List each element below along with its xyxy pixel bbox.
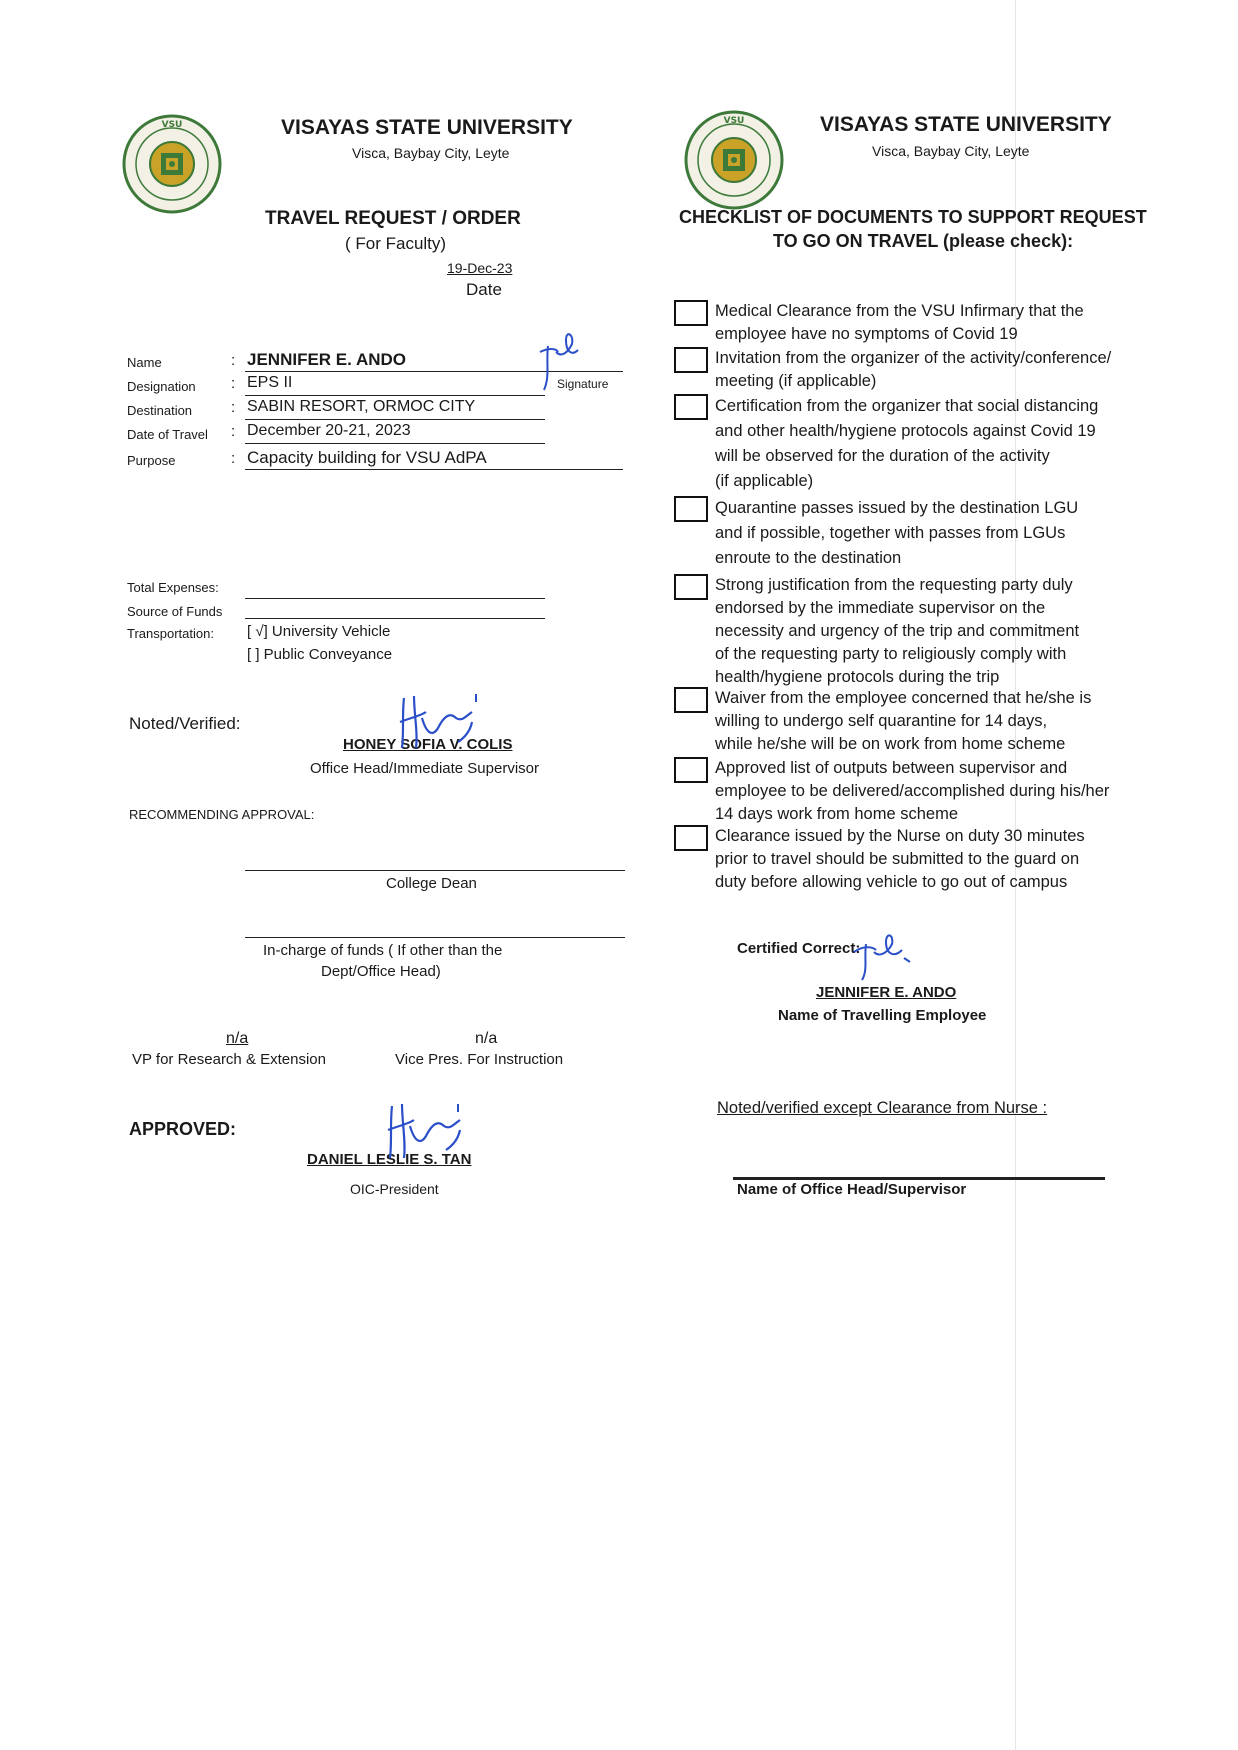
- college-dean-label: College Dean: [386, 875, 477, 892]
- certified-position: Name of Travelling Employee: [778, 1007, 987, 1024]
- funds-signature-line: [245, 937, 625, 938]
- checklist-item-2: Invitation from the organizer of the activity/conference/ meeting (if applicable): [715, 349, 1112, 390]
- transport-public-conveyance: [ ] Public Conveyance: [247, 646, 393, 663]
- vp-research-value: n/a: [226, 1030, 249, 1047]
- right-university-address: Visca, Baybay City, Leyte: [872, 143, 1030, 159]
- checklist-checkbox-6[interactable]: [674, 687, 708, 713]
- funds-label-1: In-charge of funds ( If other than the: [263, 942, 503, 959]
- date-of-travel-underline: [245, 443, 545, 444]
- checklist-item-3: Certification from the organizer that social distancing and other health/hygiene protocols against Covid 19 will be observed for the duration of the activity (if applicable): [715, 397, 1099, 490]
- svg-text:VSU: VSU: [161, 120, 183, 130]
- signature-label: Signature: [557, 377, 609, 391]
- svg-text:VSU: VSU: [723, 116, 745, 126]
- date-of-travel-value: December 20-21, 2023: [247, 422, 411, 439]
- checklist-item-4: Quarantine passes issued by the destination LGU and if possible, together with passes from LGUs enroute to the destination: [715, 499, 1079, 567]
- designation-label: Designation: [127, 379, 196, 394]
- name-colon: :: [231, 352, 236, 369]
- form-title: TRAVEL REQUEST / ORDER: [265, 208, 521, 229]
- destination-underline: [245, 419, 545, 420]
- vp-instruction-label: Vice Pres. For Instruction: [395, 1051, 564, 1068]
- left-university-address: Visca, Baybay City, Leyte: [352, 145, 510, 161]
- noted-except-clearance: Noted/verified except Clearance from Nurse :: [717, 1099, 1048, 1117]
- right-university-name: VISAYAS STATE UNIVERSITY: [820, 113, 1112, 136]
- office-head-label: Name of Office Head/Supervisor: [737, 1181, 967, 1198]
- purpose-label: Purpose: [127, 453, 176, 468]
- noted-verified-label: Noted/Verified:: [129, 714, 241, 733]
- approver-name: DANIEL LESLIE S. TAN: [307, 1151, 472, 1168]
- approver-position: OIC-President: [350, 1181, 439, 1197]
- certified-correct-label: Certified Correct:: [737, 940, 861, 957]
- total-expenses-line: [245, 598, 545, 599]
- dean-signature-line: [245, 870, 625, 871]
- certified-signature-icon: [848, 928, 918, 984]
- checklist-title-line-2: TO GO ON TRAVEL (please check):: [773, 231, 1074, 251]
- designation-underline: [245, 395, 545, 396]
- checklist-checkbox-7[interactable]: [674, 757, 708, 783]
- purpose-underline: [245, 469, 623, 470]
- source-of-funds-label: Source of Funds: [127, 604, 223, 619]
- designation-value: EPS II: [247, 374, 293, 391]
- destination-value: SABIN RESORT, ORMOC CITY: [247, 398, 476, 415]
- approver-signature-icon: [380, 1100, 470, 1162]
- checklist-checkbox-1[interactable]: [674, 300, 708, 326]
- noted-position: Office Head/Immediate Supervisor: [310, 760, 539, 777]
- checklist-checkbox-2[interactable]: [674, 347, 708, 373]
- checklist-checkbox-5[interactable]: [674, 574, 708, 600]
- name-label: Name: [127, 355, 162, 370]
- checklist-checkbox-4[interactable]: [674, 496, 708, 522]
- checklist-item-7: Approved list of outputs between supervisor and employee to be delivered/accomplished during his/her 14 days work from home scheme: [715, 759, 1110, 823]
- approved-label: APPROVED:: [129, 1119, 237, 1139]
- university-seal-icon: [122, 114, 222, 214]
- purpose-value: Capacity building for VSU AdPA: [247, 448, 487, 467]
- vp-instruction-value: n/a: [475, 1030, 498, 1047]
- supervisor-signature-icon: [392, 692, 482, 752]
- transportation-label: Transportation:: [127, 626, 214, 641]
- transport-university-vehicle: [ √] University Vehicle: [247, 623, 391, 640]
- vp-research-label: VP for Research & Extension: [132, 1051, 326, 1068]
- checklist-item-1: Medical Clearance from the VSU Infirmary that the employee have no symptoms of Covid 19: [715, 302, 1084, 343]
- office-head-signature-line: [733, 1177, 1105, 1180]
- funds-label-2: Dept/Office Head): [321, 963, 441, 980]
- checklist-item-5: Strong justification from the requesting party duly endorsed by the immediate supervisor on the necessity and urgency of the trip and commitment of the requesting party to religiously comply with health/hygiene protocols during the trip: [715, 576, 1080, 686]
- employee-signature-icon: [528, 322, 588, 394]
- request-date-value: 19-Dec-23: [447, 260, 513, 276]
- form-subtitle: ( For Faculty): [345, 234, 447, 253]
- recommending-approval-label: RECOMMENDING APPROVAL:: [129, 807, 315, 822]
- source-of-funds-line: [245, 618, 545, 619]
- date-of-travel-label: Date of Travel: [127, 427, 208, 442]
- request-date-label: Date: [466, 280, 502, 299]
- checklist-item-6: Waiver from the employee concerned that he/she is willing to undergo self quarantine for 14 days, while he/she will be on work from home scheme: [715, 689, 1092, 753]
- total-expenses-label: Total Expenses:: [127, 580, 219, 595]
- checklist-checkbox-8[interactable]: [674, 825, 708, 851]
- destination-label: Destination: [127, 403, 193, 418]
- destination-colon: :: [231, 399, 236, 416]
- date-of-travel-colon: :: [231, 423, 236, 440]
- designation-colon: :: [231, 375, 236, 392]
- checklist-item-8: Clearance issued by the Nurse on duty 30 minutes prior to travel should be submitted to the guard on duty before allowing vehicle to go out of campus: [715, 827, 1085, 891]
- noted-name: HONEY SOFIA V. COLIS: [343, 736, 513, 753]
- right-university-seal-icon: [684, 110, 784, 210]
- left-university-name: VISAYAS STATE UNIVERSITY: [281, 116, 573, 139]
- checklist-title-line-1: CHECKLIST OF DOCUMENTS TO SUPPORT REQUEST: [679, 207, 1147, 227]
- name-value: JENNIFER E. ANDO: [247, 350, 407, 369]
- purpose-colon: :: [231, 450, 236, 467]
- checklist-checkbox-3[interactable]: [674, 394, 708, 420]
- certified-name: JENNIFER E. ANDO: [816, 984, 957, 1001]
